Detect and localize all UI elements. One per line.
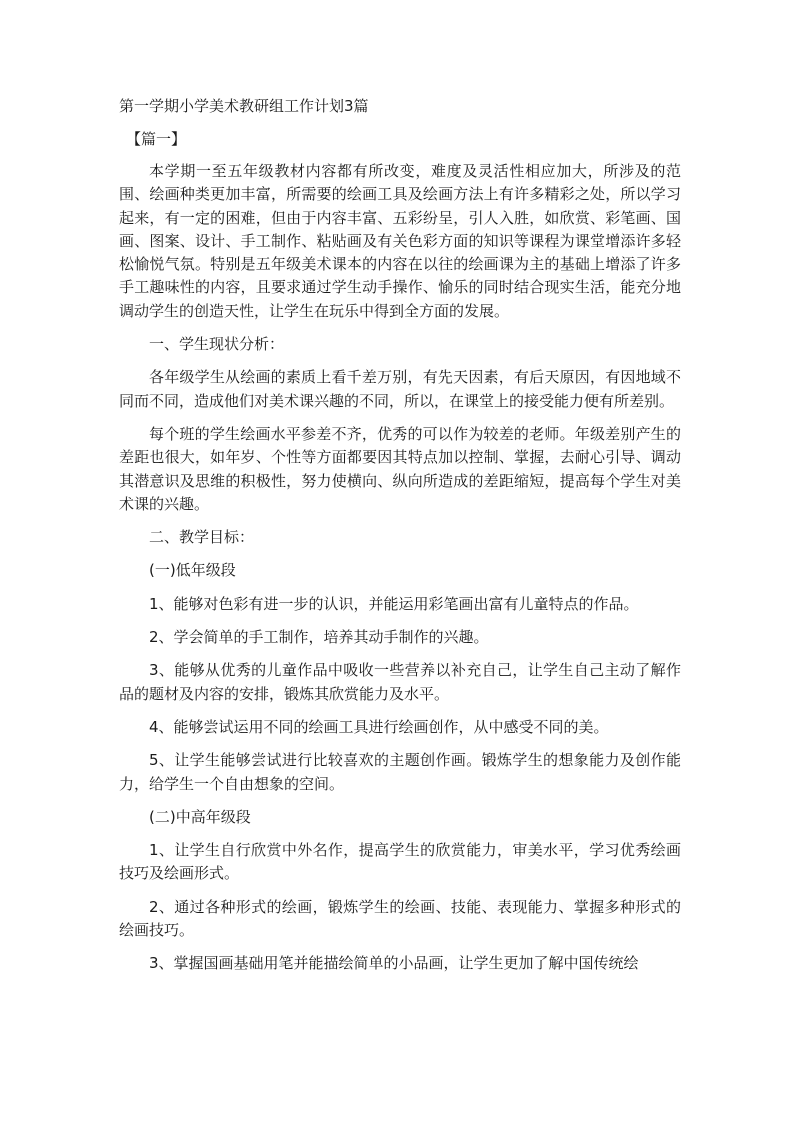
list-item: 1、能够对色彩有进一步的认识，并能运用彩笔画出富有儿童特点的作品。 (149, 594, 639, 613)
list-item: 3、能够从优秀的儿童作品中吸收一些营养以补充自己，让学生自己主动了解作品的题材及内容的安排，锻炼其欣赏能力及水平。 (119, 661, 681, 703)
list-item: 4、能够尝试运用不同的绘画工具进行绘画创作，从中感受不同的美。 (149, 717, 609, 736)
heading-teaching-goals: 二、教学目标： (149, 528, 255, 547)
subheading-middle-upper-grades: (二)中高年级段 (149, 807, 251, 826)
paragraph: 各年级学生从绘画的素质上看千差万别，有先天因素，有后天原因，有因地域不同而不同，造成他们对美术课兴趣的不同，所以，在课堂上的接受能力便有所差别。 (119, 368, 681, 410)
list-item: 2、通过各种形式的绘画，锻炼学生的绘画、技能、表现能力、掌握多种形式的绘画技巧。 (119, 897, 681, 940)
intro-paragraph: 本学期一至五年级教材内容都有所改变，难度及灵活性相应加大，所涉及的范围、绘画种类更加丰富，所需要的绘画工具及绘画方法上有许多精彩之处，所以学习起来，有一定的困难，但由于内容丰富、五彩纷呈，引人入胜，如欣赏、彩笔画、国画、图案、设计、手工制作、粘贴画及有关色彩方面的知识等课程为课堂增添许多轻松愉悦气氛。特别是五年级美术课本的内容在以往的绘画课为主的基础上增添了许多手工趣味性的内容，且要求通过学生动手操作、愉乐的同时结合现实生活，能充分地调动学生的创造天性，让学生在玩乐中得到全方面的发展。 (119, 162, 681, 320)
section-label: 【篇一】 (126, 130, 187, 148)
paragraph: 每个班的学生绘画水平参差不齐，优秀的可以作为较差的老师。年级差别产生的差距也很大，如年岁、个性等方面都要因其特点加以控制、掌握，去耐心引导、调动其潜意识及思维的积极性，努力使横向、纵向所造成的差距缩短，提高每个学生对美术课的兴趣。 (119, 424, 681, 513)
document-title: 第一学期小学美术教研组工作计划3篇 (119, 97, 369, 115)
list-item: 2、学会简单的手工制作，培养其动手制作的兴趣。 (149, 628, 489, 647)
list-item: 5、让学生能够尝试进行比较喜欢的主题创作画。锻炼学生的想象能力及创作能力，给学生一个自由想象的空间。 (119, 751, 681, 793)
heading-student-analysis: 一、学生现状分析： (149, 335, 285, 354)
document-body (119, 160, 681, 986)
list-item: 1、让学生自行欣赏中外名作，提高学生的欣赏能力，审美水平，学习优秀绘画技巧及绘画形式。 (119, 841, 681, 883)
list-item: 3、掌握国画基础用笔并能描绘简单的小品画，让学生更加了解中国传统绘 (149, 954, 639, 973)
subheading-lower-grades: (一)低年级段 (149, 561, 236, 580)
